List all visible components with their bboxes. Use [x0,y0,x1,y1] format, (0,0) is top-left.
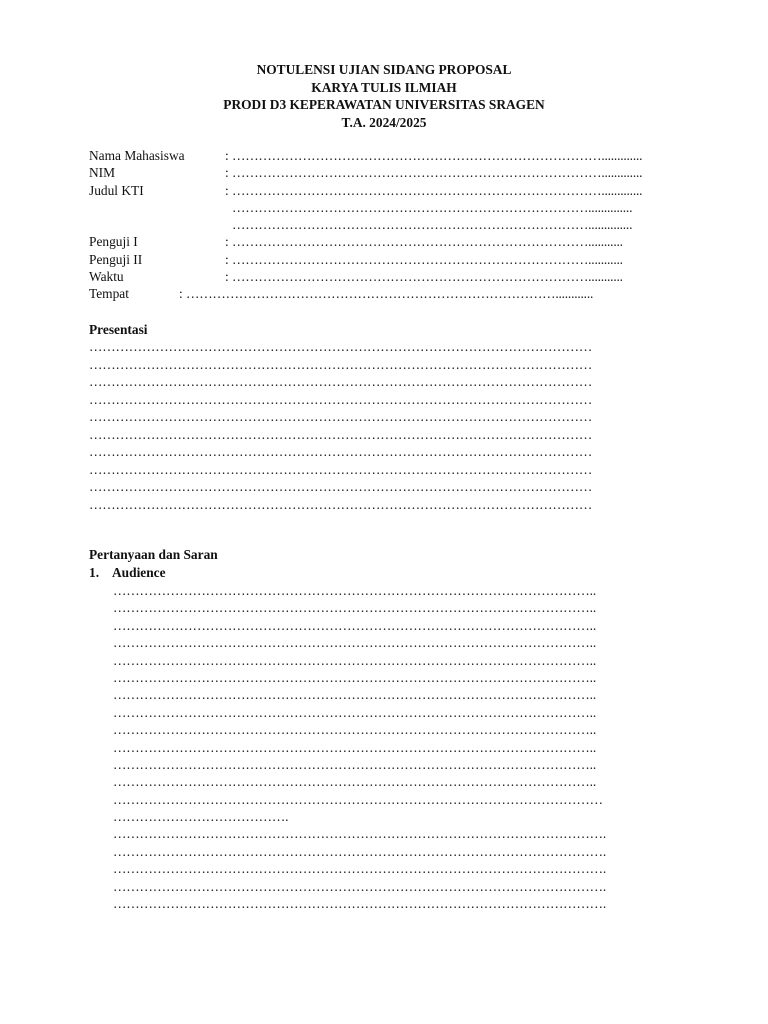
notes-line[interactable]: ……………………………………………………………………………………………….. [113,635,597,651]
notes-line[interactable]: ……………………………………………………………………………………………….. [113,600,597,616]
notes-line[interactable]: ………………………………………………………………………………………………… [113,791,603,807]
field-colon: : [225,148,229,163]
notes-line[interactable]: ……………………………………………………………………………………………….. [113,739,597,755]
field-penguji-2 [89,251,689,268]
field-label: Nama Mahasiswa [89,148,185,163]
field-colon: : [225,234,229,250]
field-fill-line[interactable]: …………………………………………………………………………............. [232,165,643,181]
notes-line[interactable]: …………………………………………………………………………………………………… [89,374,593,389]
audience-notes [113,582,693,912]
field-fill-line[interactable]: …………………………………………………………………………............ [186,286,594,302]
list-item-number: 1. [89,565,100,580]
notes-line[interactable]: ……………………………………………………………………………………………….. [113,704,597,720]
field-tempat [89,285,689,302]
title-line-4: T.A. 2024/2025 [341,114,427,130]
notes-line[interactable]: …………………………………………………………………………………………………. [113,826,607,842]
identity-form [89,147,689,303]
notes-line[interactable]: …………………………………………………………………………………………………… [89,356,593,372]
field-colon: : [225,269,229,285]
notes-line[interactable]: …………………………………………………………………………………………………… [89,409,593,424]
field-label: Tempat [89,286,129,302]
field-judul-kti-continuation [89,199,689,216]
title-line-3: PRODI D3 KEPERAWATAN UNIVERSITAS SRAGEN [223,97,545,113]
field-fill-line[interactable]: ……………………………………………………………………….............. [232,217,633,233]
notes-line[interactable]: …………………………………………………………………………………………………… [89,479,593,494]
field-colon: : [225,251,229,267]
field-nama-mahasiswa [89,147,689,164]
notes-line[interactable]: …………………………………………………………………………………………………… [89,461,593,477]
list-item-label: Audience [112,565,166,580]
field-fill-line[interactable]: ………………………………………………………………………........... [232,251,623,267]
field-label: Penguji II [89,251,143,267]
notes-line[interactable]: ……………………………………………………………………………………………….. [113,774,597,790]
section-heading-pertanyaan-saran: Pertanyaan dan Saran [89,547,218,562]
notes-line[interactable]: …………………………………………………………………………………………………… [89,496,593,512]
notes-line[interactable]: …………………………………………………………………………………………………. [113,896,607,912]
field-judul-kti-continuation [89,216,689,233]
notes-line[interactable]: ……………………………………………………………………………………………….. [113,756,597,772]
notes-line[interactable]: …………………………………………………………………………………………………. [113,843,607,859]
notes-line[interactable]: ……………………………………………………………………………………………….. [113,583,597,598]
notes-line[interactable]: …………………………………………………………………………………………………… [89,426,593,442]
field-fill-line[interactable]: ……………………………………………………………………….............. [232,199,633,215]
field-label: NIM [89,165,116,181]
notes-line[interactable]: …………………………………………………………………………………………………… [89,391,593,407]
field-waktu [89,268,689,285]
notes-line[interactable]: …………………………………………………………………………………………………. [113,878,607,894]
title-line-1: NOTULENSI UJIAN SIDANG PROPOSAL [256,62,512,77]
field-fill-line[interactable]: ………………………………………………………………………........... [232,269,623,285]
notes-line[interactable]: ……………………………………………………………………………………………….. [113,687,597,703]
field-label: Judul KTI [89,182,144,198]
presentasi-notes [89,338,689,513]
notes-line[interactable]: ……………………………………………………………………………………………….. [113,669,597,685]
title-line-2: KARYA TULIS ILMIAH [311,79,457,95]
field-fill-line[interactable]: …………………………………………………………………………............. [232,148,643,163]
notes-line[interactable]: …………………………………. [113,809,289,825]
notes-line[interactable]: ……………………………………………………………………………………………….. [113,652,597,668]
notes-line[interactable]: ……………………………………………………………………………………………….. [113,722,597,738]
field-colon: : [179,286,183,302]
list-item-audience [89,564,166,581]
field-colon: : [225,182,229,198]
field-fill-line[interactable]: …………………………………………………………………………............. [232,182,643,198]
field-nim [89,164,689,181]
field-penguji-1 [89,233,689,250]
notes-line[interactable]: …………………………………………………………………………………………………. [113,861,607,877]
field-label: Penguji I [89,234,138,250]
notes-line[interactable]: …………………………………………………………………………………………………… [89,339,593,354]
notes-line[interactable]: …………………………………………………………………………………………………… [89,444,593,459]
section-heading-presentasi: Presentasi [89,322,148,337]
field-fill-line[interactable]: ………………………………………………………………………........... [232,234,623,250]
notes-line[interactable]: ……………………………………………………………………………………………….. [113,617,597,633]
field-judul-kti [89,182,689,199]
field-colon: : [225,165,229,181]
document-title [0,61,768,131]
field-label: Waktu [89,269,124,285]
